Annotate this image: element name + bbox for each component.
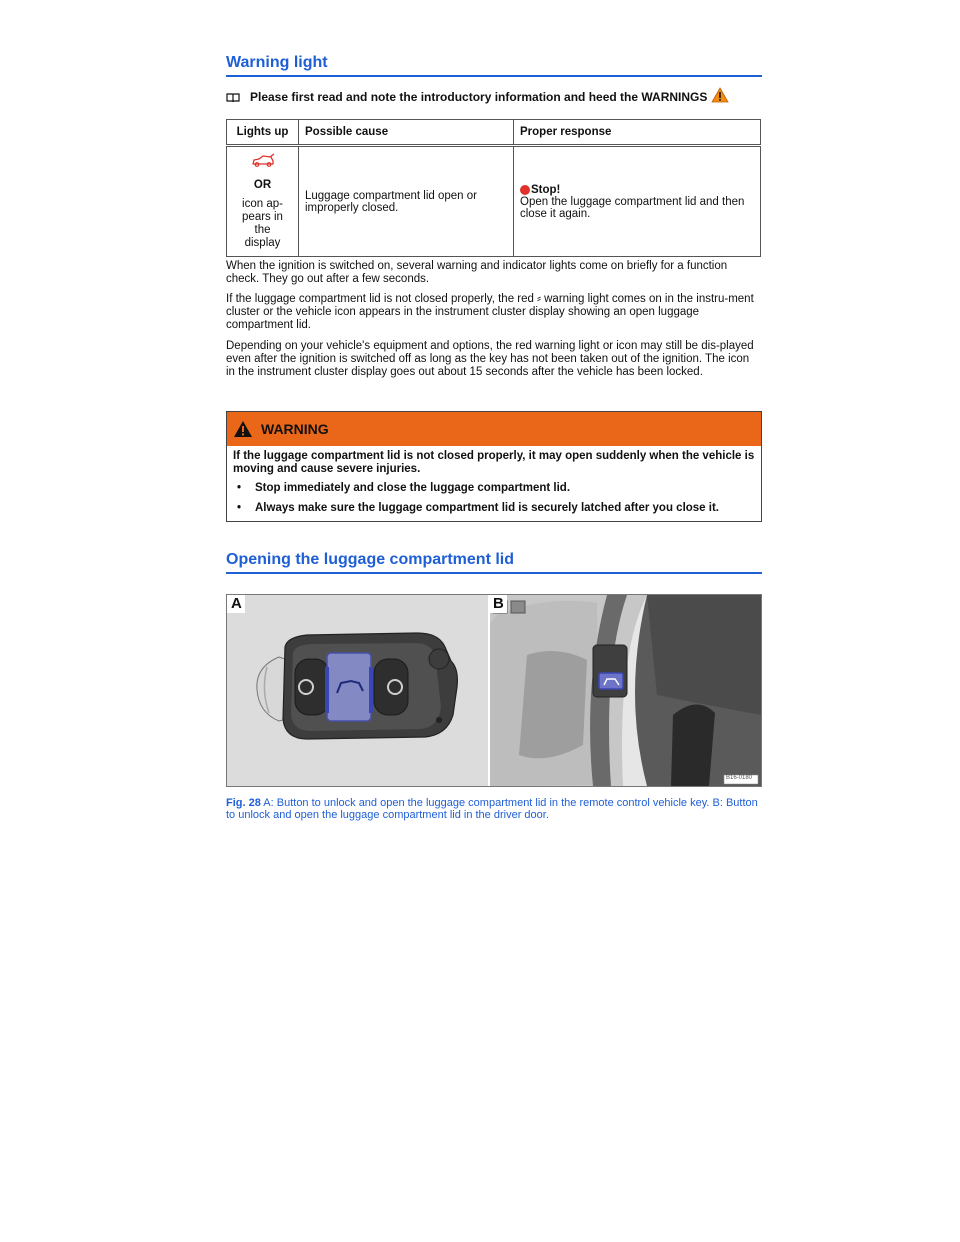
section-title-opening-lid: Opening the luggage compartment lid (226, 551, 762, 574)
stop-label: Stop! (531, 183, 561, 196)
panel-b-label: B (493, 595, 504, 612)
book-icon (226, 92, 240, 102)
response-text: Open the luggage compartment lid and then close it again. (520, 195, 745, 220)
warning-light-table (226, 119, 761, 257)
warning-box (226, 411, 762, 522)
lights-up-cell (227, 146, 299, 257)
figure-caption (226, 797, 762, 821)
figure-28 (226, 594, 762, 787)
caption-label: Fig. 28 (226, 797, 261, 809)
stop-heading (520, 184, 754, 196)
header-proper-response: Proper response (514, 120, 761, 146)
warning-bullet: • Always make sure the luggage compartment lid is securely latched after you close it. (233, 502, 755, 515)
figure-illustration (227, 595, 761, 786)
warning-triangle-icon (711, 87, 729, 106)
intro-text: Please first read and note the introductory information and heed the WARNINGS (250, 89, 708, 104)
section-title-warning-light: Warning light (226, 54, 762, 77)
paragraph-equipment: Depending on your vehicle's equipment and options, the red warning light or icon may still be dis-played even after the ignition is switched off as long as the key has not been taken out of the ignition. The icon in the instrument cluster display goes out about 15 seconds after the vehicle has been locked. (226, 340, 754, 378)
panel-a-label: A (231, 595, 242, 612)
lights-icon-text: icon ap- pears in the display (242, 198, 283, 249)
header-lights-up: Lights up (227, 120, 299, 146)
warning-intro: If the luggage compartment lid is not closed properly, it may open suddenly when the vehicle is moving and cause severe injuries. (233, 450, 755, 475)
header-possible-cause: Possible cause (299, 120, 514, 146)
intro-note (226, 87, 729, 106)
warning-bullet: • Stop immediately and close the luggage compartment lid. (233, 482, 755, 495)
warning-label: WARNING (261, 421, 329, 437)
warning-list (233, 482, 755, 515)
table-header-row (227, 120, 761, 146)
figure-code: B16-0180 (726, 775, 753, 781)
lights-or-label: OR (253, 179, 272, 191)
paragraph-function-check: When the ignition is switched on, several warning and indicator lights come on briefly for a function check. They go out after a few seconds. (226, 260, 728, 285)
luggage-compartment-icon (233, 153, 292, 171)
possible-cause-cell: Luggage compartment lid open or improperly closed. (299, 146, 514, 257)
caption-text: A: Button to unlock and open the luggage compartment lid in the remote control vehicle key. B: Button to unlock and open the luggage compartment lid in the driver door. (226, 797, 758, 821)
warning-icon (233, 420, 253, 438)
warning-body (227, 446, 761, 521)
paragraph-lid-not-closed: If the luggage compartment lid is not closed properly, the red ⸗ warning light comes on in the instru-ment cluster or the vehicle icon appears in the instrument cluster display showing an open luggage compartment lid. (226, 293, 754, 331)
proper-response-cell (514, 146, 761, 257)
stop-icon (520, 185, 530, 195)
table-row (227, 146, 761, 257)
warning-header (227, 412, 761, 446)
